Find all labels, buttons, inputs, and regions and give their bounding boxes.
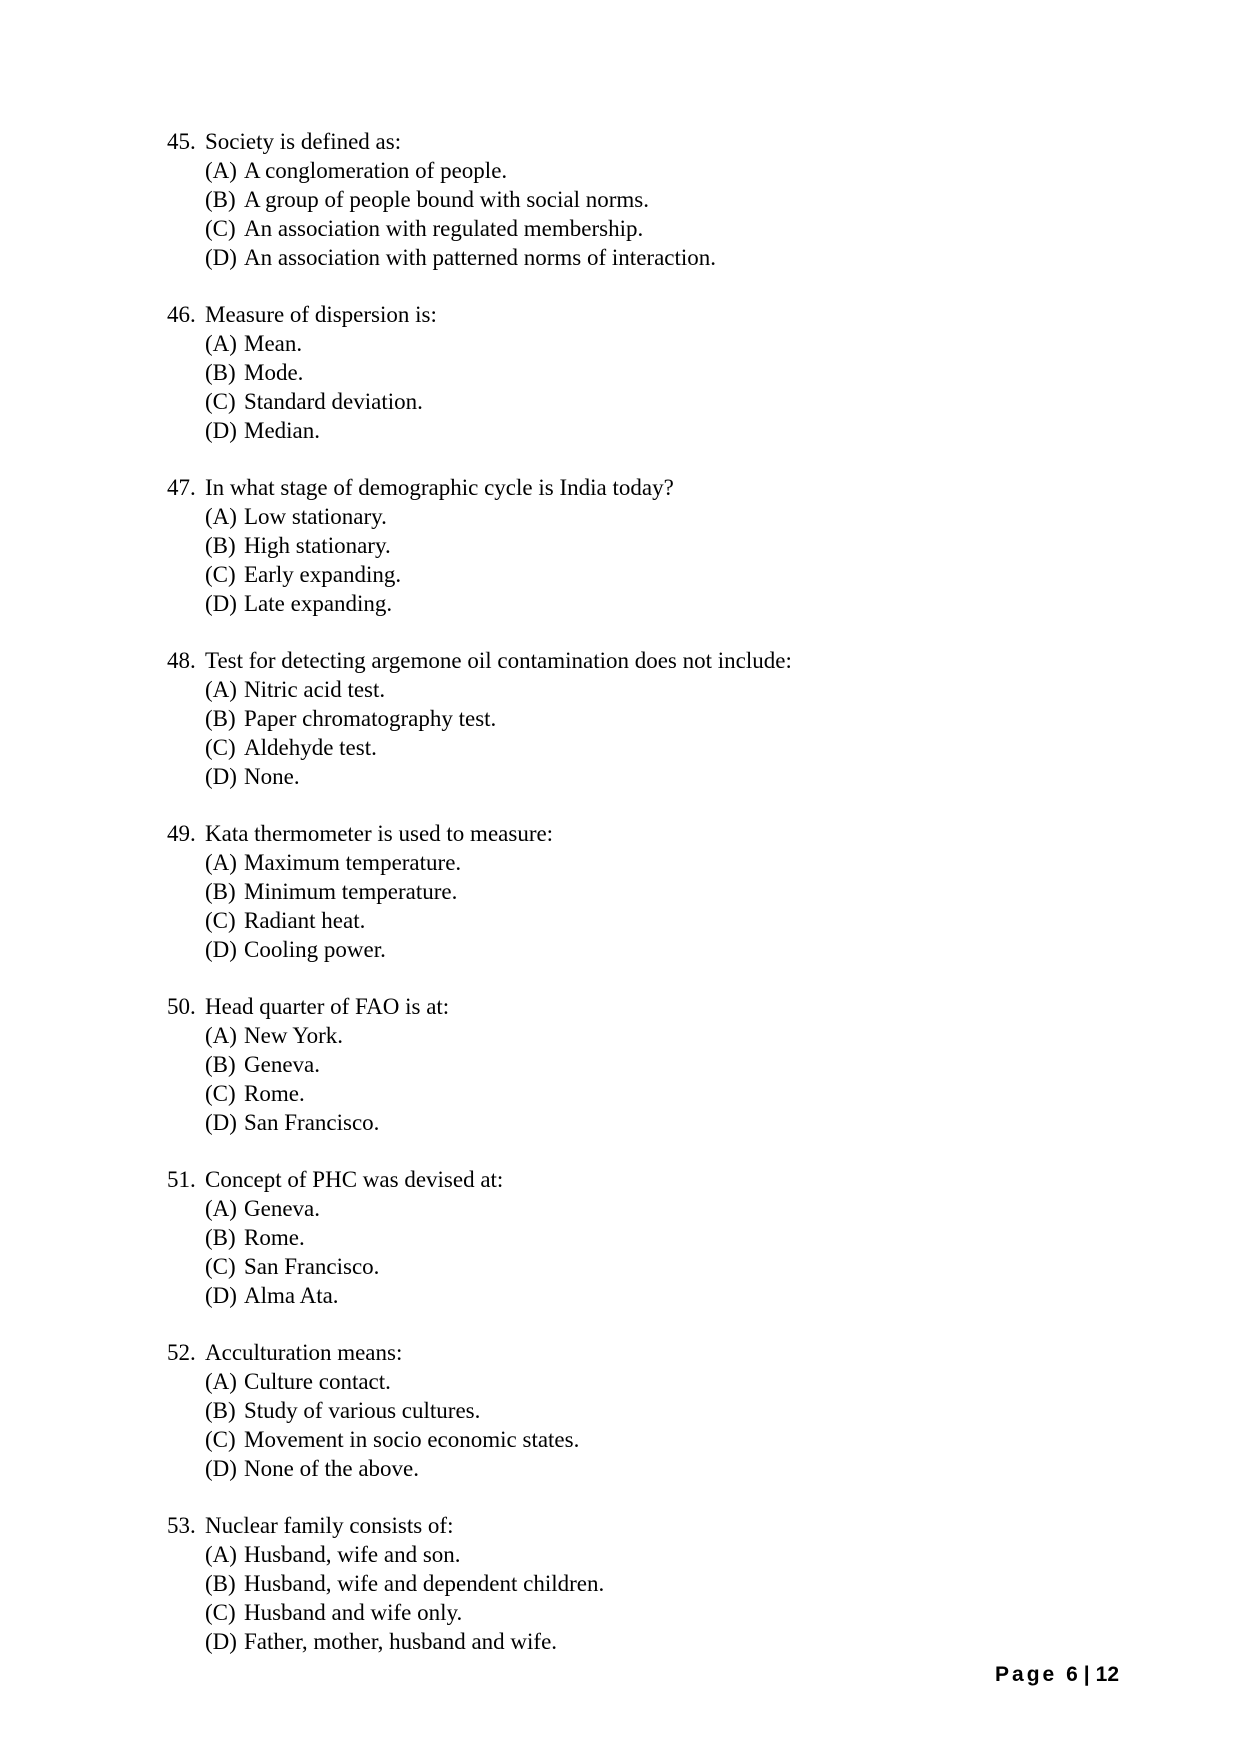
question xyxy=(167,819,1167,964)
option-letter: (A) xyxy=(205,1196,237,1221)
option-text: Cooling power. xyxy=(244,937,386,962)
option-text: Husband, wife and son. xyxy=(244,1542,461,1567)
option xyxy=(167,877,1167,906)
option-text: An association with patterned norms of interaction. xyxy=(244,245,717,270)
option-text: San Francisco. xyxy=(244,1110,380,1135)
question-number: 52. xyxy=(167,1340,196,1365)
option-text: An association with regulated membership. xyxy=(244,216,644,241)
option-letter: (D) xyxy=(205,937,237,962)
option-text: None. xyxy=(244,764,300,789)
option-letter: (C) xyxy=(205,1081,236,1106)
option xyxy=(167,1627,1167,1656)
option-text: A group of people bound with social norms. xyxy=(244,187,650,212)
option-text: Paper chromatography test. xyxy=(244,706,497,731)
option xyxy=(167,762,1167,791)
option-letter: (A) xyxy=(205,1369,237,1394)
option-letter: (A) xyxy=(205,331,237,356)
question-number: 45. xyxy=(167,129,196,154)
option xyxy=(167,502,1167,531)
question-number: 51. xyxy=(167,1167,196,1192)
option xyxy=(167,1569,1167,1598)
option-text: New York. xyxy=(244,1023,344,1048)
option-text: Minimum temperature. xyxy=(244,879,458,904)
option-letter: (B) xyxy=(205,1225,236,1250)
option xyxy=(167,214,1167,243)
option xyxy=(167,387,1167,416)
option xyxy=(167,185,1167,214)
option-letter: (B) xyxy=(205,533,236,558)
option-text: Early expanding. xyxy=(244,562,402,587)
option xyxy=(167,935,1167,964)
question xyxy=(167,1511,1167,1656)
option xyxy=(167,589,1167,618)
option-letter: (B) xyxy=(205,187,236,212)
option-text: High stationary. xyxy=(244,533,391,558)
option-text: Standard deviation. xyxy=(244,389,423,414)
option-text: Culture contact. xyxy=(244,1369,391,1394)
option-text: Late expanding. xyxy=(244,591,393,616)
question xyxy=(167,646,1167,791)
option-text: San Francisco. xyxy=(244,1254,380,1279)
option xyxy=(167,848,1167,877)
question-text: Society is defined as: xyxy=(205,129,402,154)
option-letter: (A) xyxy=(205,677,237,702)
option xyxy=(167,1540,1167,1569)
option-letter: (D) xyxy=(205,764,237,789)
question xyxy=(167,1338,1167,1483)
option xyxy=(167,1252,1167,1281)
question-text: In what stage of demographic cycle is India today? xyxy=(205,475,674,500)
question-text: Concept of PHC was devised at: xyxy=(205,1167,504,1192)
option-letter: (A) xyxy=(205,1542,237,1567)
question xyxy=(167,1165,1167,1310)
option xyxy=(167,1367,1167,1396)
option-letter: (C) xyxy=(205,908,236,933)
option-letter: (D) xyxy=(205,591,237,616)
page-separator: | xyxy=(1083,1663,1090,1686)
option-text: None of the above. xyxy=(244,1456,419,1481)
option-text: Median. xyxy=(244,418,321,443)
option-text: Radiant heat. xyxy=(244,908,366,933)
question-text: Measure of dispersion is: xyxy=(205,302,437,327)
option xyxy=(167,675,1167,704)
option-letter: (A) xyxy=(205,158,237,183)
option-text: Maximum temperature. xyxy=(244,850,462,875)
option-text: Study of various cultures. xyxy=(244,1398,481,1423)
option-text: Nitric acid test. xyxy=(244,677,386,702)
option-text: Mean. xyxy=(244,331,303,356)
page-label: Page xyxy=(995,1663,1058,1686)
option-text: Aldehyde test. xyxy=(244,735,377,760)
option-text: Father, mother, husband and wife. xyxy=(244,1629,558,1654)
question-text: Kata thermometer is used to measure: xyxy=(205,821,554,846)
option-letter: (C) xyxy=(205,1427,236,1452)
question-list xyxy=(167,127,1167,1684)
option-letter: (B) xyxy=(205,360,236,385)
option xyxy=(167,1598,1167,1627)
option xyxy=(167,1454,1167,1483)
option-letter: (A) xyxy=(205,850,237,875)
option-letter: (D) xyxy=(205,245,237,270)
question-text: Test for detecting argemone oil contamination does not include: xyxy=(205,648,792,673)
question-number: 49. xyxy=(167,821,196,846)
option xyxy=(167,1281,1167,1310)
page-footer xyxy=(995,1663,1119,1687)
option-letter: (C) xyxy=(205,1600,236,1625)
option-text: Mode. xyxy=(244,360,304,385)
question-number: 46. xyxy=(167,302,196,327)
option-letter: (C) xyxy=(205,216,236,241)
option-letter: (B) xyxy=(205,1571,236,1596)
question-number: 48. xyxy=(167,648,196,673)
option xyxy=(167,1108,1167,1137)
option xyxy=(167,1425,1167,1454)
option xyxy=(167,560,1167,589)
option-letter: (D) xyxy=(205,1456,237,1481)
option xyxy=(167,1079,1167,1108)
option-letter: (D) xyxy=(205,1629,237,1654)
option xyxy=(167,156,1167,185)
question xyxy=(167,473,1167,618)
option xyxy=(167,1050,1167,1079)
option-letter: (D) xyxy=(205,1283,237,1308)
question xyxy=(167,127,1167,272)
option-text: Low stationary. xyxy=(244,504,387,529)
page-total: 12 xyxy=(1095,1663,1119,1686)
question-text: Acculturation means: xyxy=(205,1340,403,1365)
page-current: 6 xyxy=(1066,1663,1078,1686)
option xyxy=(167,1223,1167,1252)
option-letter: (B) xyxy=(205,706,236,731)
question-number: 47. xyxy=(167,475,196,500)
option-letter: (C) xyxy=(205,735,236,760)
option-letter: (B) xyxy=(205,879,236,904)
question xyxy=(167,992,1167,1137)
option xyxy=(167,906,1167,935)
option-letter: (D) xyxy=(205,1110,237,1135)
option-letter: (B) xyxy=(205,1052,236,1077)
option xyxy=(167,329,1167,358)
option-text: Husband, wife and dependent children. xyxy=(244,1571,605,1596)
question xyxy=(167,300,1167,445)
option-text: Movement in socio economic states. xyxy=(244,1427,580,1452)
option-text: Geneva. xyxy=(244,1196,320,1221)
option xyxy=(167,358,1167,387)
option xyxy=(167,416,1167,445)
option xyxy=(167,733,1167,762)
option xyxy=(167,1194,1167,1223)
option xyxy=(167,531,1167,560)
option-letter: (C) xyxy=(205,562,236,587)
option-letter: (C) xyxy=(205,389,236,414)
option-letter: (C) xyxy=(205,1254,236,1279)
option-text: Rome. xyxy=(244,1081,305,1106)
option xyxy=(167,1021,1167,1050)
option-text: A conglomeration of people. xyxy=(244,158,508,183)
question-number: 53. xyxy=(167,1513,196,1538)
option-text: Husband and wife only. xyxy=(244,1600,463,1625)
question-text: Head quarter of FAO is at: xyxy=(205,994,450,1019)
option xyxy=(167,704,1167,733)
option-letter: (A) xyxy=(205,504,237,529)
question-number: 50. xyxy=(167,994,196,1019)
option xyxy=(167,1396,1167,1425)
option-letter: (B) xyxy=(205,1398,236,1423)
option-text: Geneva. xyxy=(244,1052,320,1077)
option xyxy=(167,243,1167,272)
question-text: Nuclear family consists of: xyxy=(205,1513,454,1538)
option-text: Alma Ata. xyxy=(244,1283,339,1308)
option-text: Rome. xyxy=(244,1225,305,1250)
option-letter: (D) xyxy=(205,418,237,443)
option-letter: (A) xyxy=(205,1023,237,1048)
